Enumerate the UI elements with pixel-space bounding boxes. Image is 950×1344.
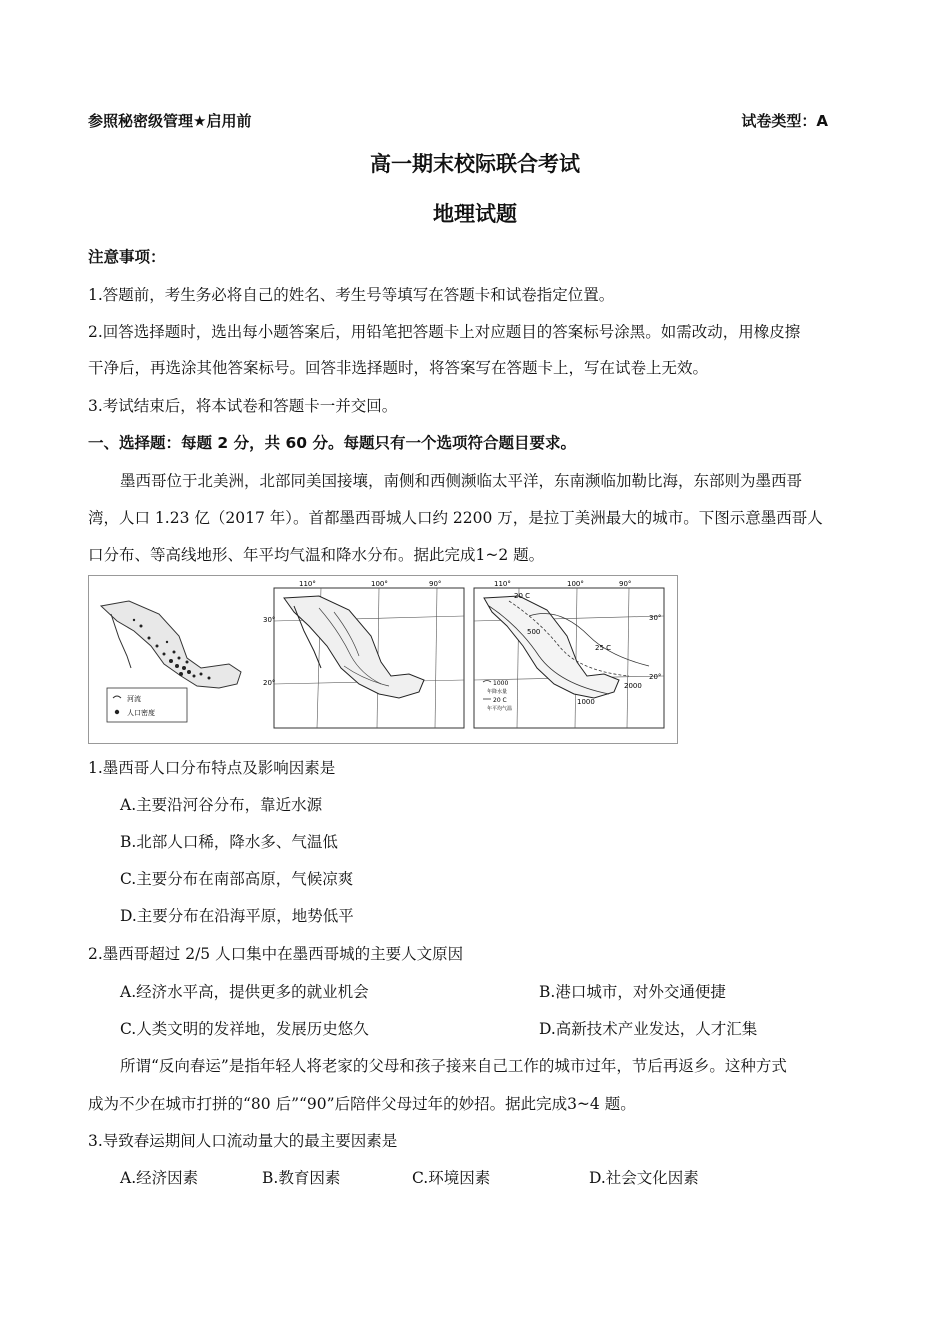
- exam-title: 高一期末校际联合考试: [370, 152, 580, 176]
- mexico-maps-figure: [88, 575, 678, 744]
- passage-line: 湾，人口 1.23 亿（2017 年）。首都墨西哥城人口约 2200 万，是拉丁美洲最大的城市。下图示意墨西哥人: [88, 509, 823, 527]
- q1-option-b[interactable]: B.北部人口稀，降水多、气温低: [120, 833, 338, 851]
- q1-option-a[interactable]: A.主要沿河谷分布，靠近水源: [120, 796, 323, 814]
- q1-option-c[interactable]: C.主要分布在南部高原，气候凉爽: [120, 870, 354, 888]
- svg-text:年降水量: 年降水量: [487, 689, 508, 695]
- question-3-stem: 3.导致春运期间人口流动量大的最主要因素是: [88, 1132, 398, 1150]
- contour-map: [263, 580, 464, 728]
- climate-map: [474, 580, 664, 728]
- q1-option-d[interactable]: D.主要分布在沿海平原，地势低平: [120, 907, 354, 925]
- subject-title: 地理试题: [433, 202, 517, 226]
- notes-heading: 注意事项：: [88, 248, 166, 266]
- population-map: [101, 601, 241, 722]
- lon-label: 100°: [567, 580, 584, 588]
- lat-label: 30°: [263, 616, 276, 624]
- q2-option-d[interactable]: D.高新技术产业发达，人才汇集: [539, 1020, 758, 1038]
- section-heading: 一、选择题：每题 2 分，共 60 分。每题只有一个选项符合题目要求。: [88, 434, 576, 452]
- lat-label: 30°: [649, 614, 662, 622]
- question-1-stem: 1.墨西哥人口分布特点及影响因素是: [88, 759, 336, 777]
- passage-line: 成为不少在城市打拼的“80 后”“90”后陪伴父母过年的妙招。据此完成3~4 题。: [88, 1095, 636, 1113]
- note-item: 2.回答选择题时，选出每小题答案后，用铅笔把答题卡上对应题目的答案标号涂黑。如需改动，用橡皮擦: [88, 323, 801, 341]
- lon-label: 100°: [371, 580, 388, 588]
- legend-density: 人口密度: [127, 709, 155, 717]
- lon-label: 90°: [619, 580, 632, 588]
- q3-option-c[interactable]: C.环境因素: [412, 1169, 491, 1187]
- passage-line: 口分布、等高线地形、年平均气温和降水分布。据此完成1~2 题。: [88, 546, 545, 564]
- svg-text:20 C: 20 C: [493, 697, 507, 704]
- q2-option-b[interactable]: B.港口城市，对外交通便捷: [539, 983, 726, 1001]
- note-item: 3.考试结束后，将本试卷和答题卡一并交回。: [88, 397, 398, 415]
- isohyet-label: 2000: [624, 682, 642, 690]
- q3-option-d[interactable]: D.社会文化因素: [589, 1169, 699, 1187]
- svg-text:年平均气温: 年平均气温: [487, 706, 513, 712]
- passage-line: 墨西哥位于北美洲，北部同美国接壤，南侧和西侧濒临太平洋，东南濒临加勒比海，东部则为墨西哥: [120, 472, 803, 490]
- q2-option-a[interactable]: A.经济水平高，提供更多的就业机会: [120, 983, 369, 1001]
- maps-svg: [89, 576, 677, 743]
- svg-text:1000: 1000: [493, 680, 509, 687]
- passage-line: 所谓“反向春运”是指年轻人将老家的父母和孩子接来自己工作的城市过年，节后再返乡。这种方式: [120, 1057, 787, 1075]
- note-item: 干净后，再选涂其他答案标号。回答非选择题时，将答案写在答题卡上，写在试卷上无效。: [88, 359, 709, 377]
- q2-option-c[interactable]: C.人类文明的发祥地，发展历史悠久: [120, 1020, 369, 1038]
- legend-river: 河流: [127, 695, 141, 703]
- note-item: 1.答题前，考生务必将自己的姓名、考生号等填写在答题卡和试卷指定位置。: [88, 286, 615, 304]
- question-2-stem: 2.墨西哥超过 2/5 人口集中在墨西哥城的主要人文原因: [88, 945, 464, 963]
- isotherm-label: 20 C: [514, 592, 531, 600]
- isohyet-label: 500: [527, 628, 541, 636]
- lon-label: 90°: [429, 580, 442, 588]
- lon-label: 110°: [494, 580, 511, 588]
- lat-label: 20°: [263, 679, 276, 687]
- paper-type-label: 试卷类型：A: [741, 112, 828, 130]
- lon-label: 110°: [299, 580, 316, 588]
- confidentiality-label: 参照秘密级管理★启用前: [88, 112, 252, 130]
- lat-label: 20°: [649, 673, 662, 681]
- isohyet-label: 1000: [577, 698, 595, 706]
- isotherm-label: 25 C: [595, 644, 612, 652]
- q3-option-b[interactable]: B.教育因素: [262, 1169, 341, 1187]
- q3-option-a[interactable]: A.经济因素: [120, 1169, 199, 1187]
